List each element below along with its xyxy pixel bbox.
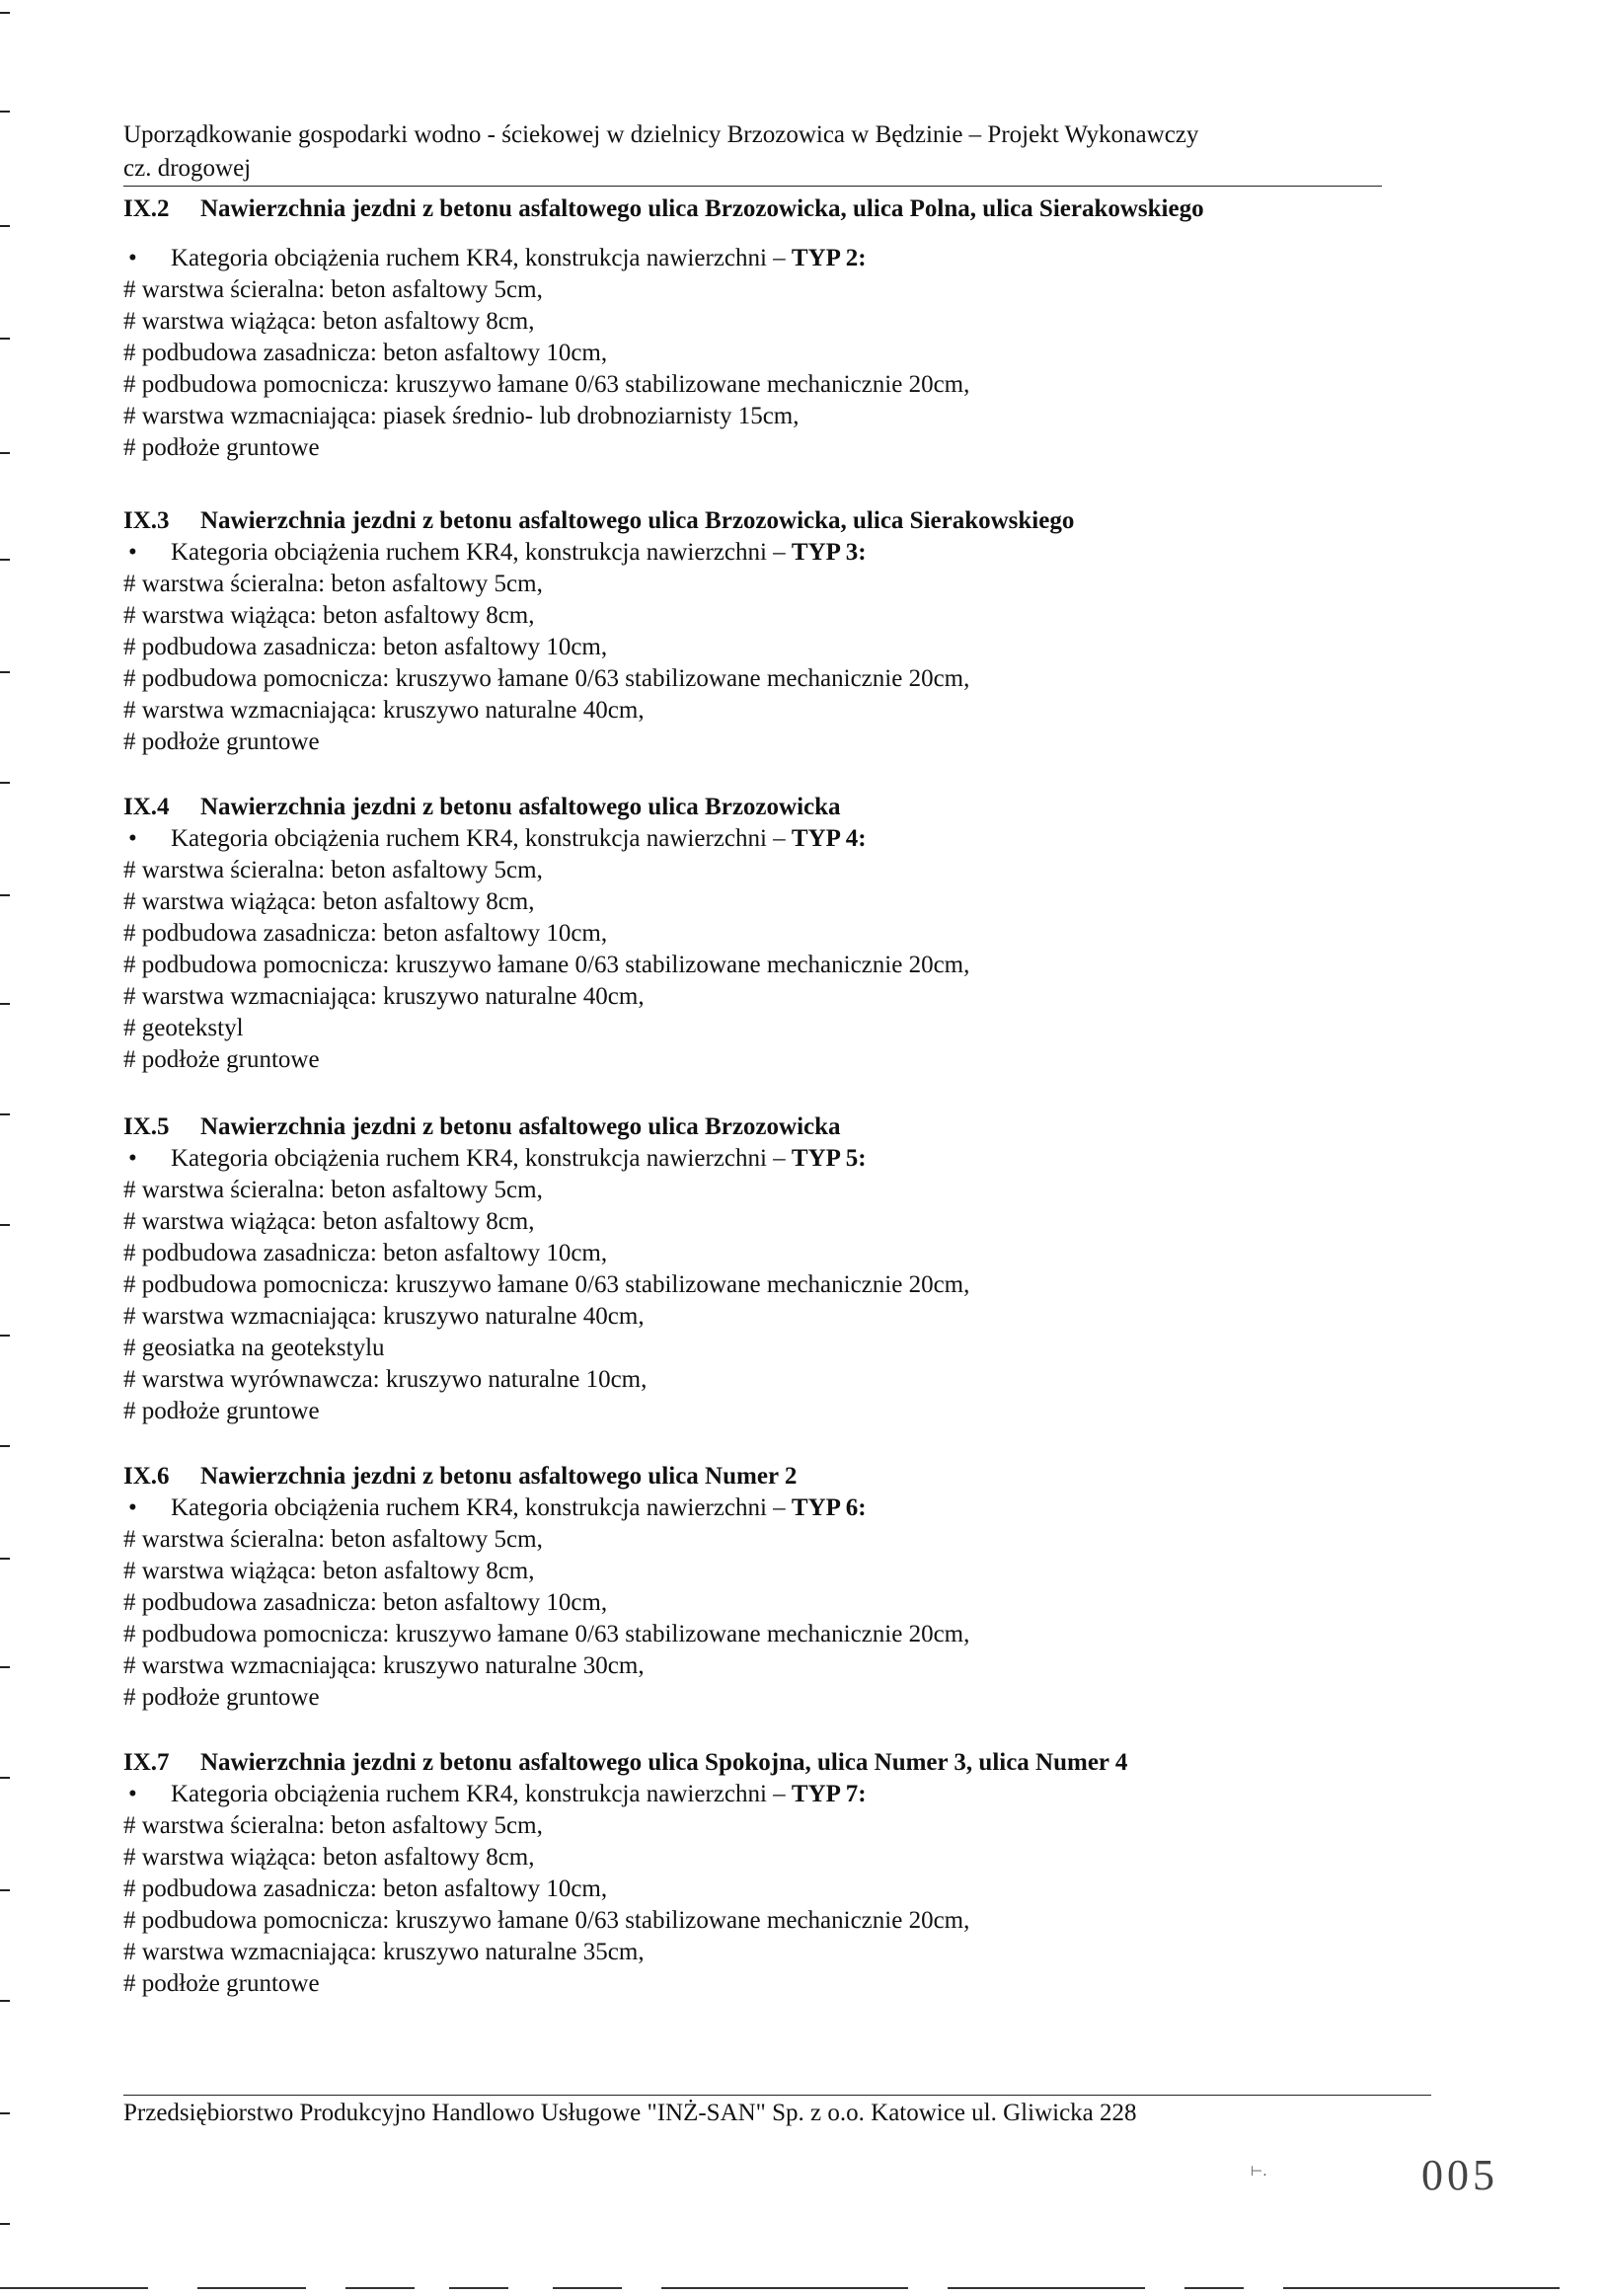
scan-edge-tick bbox=[0, 782, 10, 784]
layer-item: # podbudowa pomocnicza: kruszywo łamane 0/63 stabilizowane mechanicznie 20cm, bbox=[123, 371, 970, 398]
section-number: IX.2 bbox=[123, 195, 170, 222]
layer-item: # podłoże gruntowe bbox=[123, 434, 320, 461]
load-category-text: Kategoria obciążenia ruchem KR4, konstrukcja nawierzchni – bbox=[171, 539, 792, 566]
type-label: TYP 7 bbox=[791, 1781, 859, 1807]
load-category-line bbox=[123, 1143, 1505, 1175]
section-ix-6 bbox=[123, 1461, 1505, 1714]
document-header bbox=[123, 118, 1387, 186]
section-ix-3 bbox=[123, 505, 1505, 758]
scan-bottom-edge bbox=[553, 2287, 622, 2289]
layer-item: # warstwa wiążąca: beton asfaltowy 8cm, bbox=[123, 308, 535, 335]
scan-edge-tick bbox=[0, 1558, 10, 1560]
section-title: Nawierzchnia jezdni z betonu asfaltowego ulica Brzozowicka, ulica Sierakowskiego bbox=[200, 507, 1075, 534]
section-heading bbox=[123, 792, 1505, 823]
section-heading bbox=[123, 193, 1505, 225]
section-heading bbox=[123, 1111, 1505, 1143]
scan-edge-tick bbox=[0, 1666, 10, 1668]
header-divider bbox=[123, 186, 1382, 187]
scan-edge-tick bbox=[0, 894, 10, 896]
scan-edge-tick bbox=[0, 338, 10, 340]
layer-item: # warstwa ścieralna: beton asfaltowy 5cm, bbox=[123, 276, 543, 303]
layer-item: # podłoże gruntowe bbox=[123, 1970, 320, 1997]
layer-item: # podbudowa zasadnicza: beton asfaltowy 10cm, bbox=[123, 1875, 608, 1902]
scan-edge-tick bbox=[0, 111, 10, 113]
layer-item: # podłoże gruntowe bbox=[123, 1398, 320, 1424]
layer-item: # podbudowa pomocnicza: kruszywo łamane 0/63 stabilizowane mechanicznie 20cm, bbox=[123, 952, 970, 978]
type-suffix: : bbox=[858, 1145, 867, 1172]
scan-bottom-edge bbox=[449, 2287, 508, 2289]
scan-bottom-edge bbox=[1283, 2287, 1560, 2289]
scan-edge-tick bbox=[0, 12, 10, 14]
layer-item: # podbudowa pomocnicza: kruszywo łamane 0/63 stabilizowane mechanicznie 20cm, bbox=[123, 1271, 970, 1298]
bullet-icon: • bbox=[128, 539, 137, 566]
bullet-icon: • bbox=[128, 1145, 137, 1172]
scan-edge-tick bbox=[0, 2000, 10, 2002]
type-suffix: : bbox=[858, 539, 867, 566]
bullet-icon: • bbox=[128, 245, 137, 271]
load-category-line bbox=[123, 243, 1505, 274]
load-category-text: Kategoria obciążenia ruchem KR4, konstrukcja nawierzchni – bbox=[171, 1145, 792, 1172]
layer-item: # warstwa ścieralna: beton asfaltowy 5cm, bbox=[123, 857, 543, 883]
section-number: IX.7 bbox=[123, 1749, 170, 1776]
layer-item: # warstwa wyrównawcza: kruszywo naturalne 10cm, bbox=[123, 1366, 648, 1393]
layer-item: # geotekstyl bbox=[123, 1015, 244, 1041]
load-category-line bbox=[123, 537, 1505, 569]
layer-item: # warstwa ścieralna: beton asfaltowy 5cm, bbox=[123, 1812, 543, 1839]
layer-item: # podłoże gruntowe bbox=[123, 728, 320, 755]
scan-edge-tick bbox=[0, 1445, 10, 1447]
layer-item: # warstwa wiążąca: beton asfaltowy 8cm, bbox=[123, 888, 535, 915]
scan-edge-tick bbox=[0, 671, 10, 673]
layer-item: # warstwa wzmacniająca: kruszywo naturalne 40cm, bbox=[123, 697, 645, 724]
section-title: Nawierzchnia jezdni z betonu asfaltowego ulica Brzozowicka, ulica Polna, ulica Sierakowskiego bbox=[200, 195, 1204, 222]
layer-item: # podbudowa pomocnicza: kruszywo łamane 0/63 stabilizowane mechanicznie 20cm, bbox=[123, 1907, 970, 1934]
layer-item: # podbudowa zasadnicza: beton asfaltowy 10cm, bbox=[123, 1240, 608, 1266]
load-category-text: Kategoria obciążenia ruchem KR4, konstrukcja nawierzchni – bbox=[171, 1494, 792, 1521]
header-title-line-2: cz. drogowej bbox=[123, 155, 252, 182]
type-label: TYP 2 bbox=[791, 245, 859, 271]
scan-edge-tick bbox=[0, 1113, 10, 1115]
layer-item: # warstwa wzmacniająca: kruszywo naturalne 30cm, bbox=[123, 1652, 645, 1679]
scan-bottom-edge bbox=[0, 2287, 148, 2289]
section-title: Nawierzchnia jezdni z betonu asfaltowego ulica Numer 2 bbox=[200, 1463, 798, 1490]
type-suffix: : bbox=[858, 1781, 867, 1807]
section-ix-4 bbox=[123, 792, 1505, 1076]
footer-company: Przedsiębiorstwo Produkcyjno Handlowo Usługowe "INŻ-SAN" Sp. z o.o. Katowice ul. Gliwicka 228 bbox=[123, 2100, 1137, 2126]
scan-edge-tick bbox=[0, 1889, 10, 1891]
bullet-icon: • bbox=[128, 1781, 137, 1807]
section-title: Nawierzchnia jezdni z betonu asfaltowego ulica Brzozowicka bbox=[200, 794, 841, 820]
load-category-text: Kategoria obciążenia ruchem KR4, konstrukcja nawierzchni – bbox=[171, 825, 792, 852]
layer-item: # warstwa wzmacniająca: kruszywo naturalne 40cm, bbox=[123, 1303, 645, 1330]
layer-item: # warstwa wiążąca: beton asfaltowy 8cm, bbox=[123, 1558, 535, 1584]
section-title: Nawierzchnia jezdni z betonu asfaltowego ulica Spokojna, ulica Numer 3, ulica Numer 4 bbox=[200, 1749, 1128, 1776]
load-category-line bbox=[123, 1779, 1505, 1810]
scan-edge-tick bbox=[0, 2112, 10, 2114]
type-label: TYP 4 bbox=[791, 825, 859, 852]
layer-item: # podbudowa zasadnicza: beton asfaltowy 10cm, bbox=[123, 634, 608, 660]
layer-item: # warstwa ścieralna: beton asfaltowy 5cm, bbox=[123, 1526, 543, 1553]
scan-edge-tick bbox=[0, 225, 10, 227]
layer-item: # warstwa ścieralna: beton asfaltowy 5cm, bbox=[123, 1177, 543, 1203]
layer-item: # podłoże gruntowe bbox=[123, 1684, 320, 1711]
layer-item: # podbudowa zasadnicza: beton asfaltowy 10cm, bbox=[123, 1589, 608, 1616]
page-number: 005 bbox=[1421, 2151, 1498, 2199]
type-suffix: : bbox=[858, 245, 867, 271]
layer-item: # warstwa ścieralna: beton asfaltowy 5cm, bbox=[123, 571, 543, 597]
type-suffix: : bbox=[858, 1494, 867, 1521]
section-number: IX.5 bbox=[123, 1113, 170, 1140]
scan-edge-tick bbox=[0, 1335, 10, 1337]
layer-item: # warstwa wiążąca: beton asfaltowy 8cm, bbox=[123, 1844, 535, 1871]
section-ix-7 bbox=[123, 1747, 1505, 2000]
layer-item: # podłoże gruntowe bbox=[123, 1046, 320, 1073]
scan-edge-tick bbox=[0, 1777, 10, 1779]
bullet-icon: • bbox=[128, 1494, 137, 1521]
layer-item: # warstwa wiążąca: beton asfaltowy 8cm, bbox=[123, 1208, 535, 1235]
type-label: TYP 3 bbox=[791, 539, 859, 566]
load-category-line bbox=[123, 1492, 1505, 1524]
layer-item: # warstwa wiążąca: beton asfaltowy 8cm, bbox=[123, 602, 535, 629]
scan-bottom-edge bbox=[345, 2287, 415, 2289]
layer-item: # warstwa wzmacniająca: kruszywo naturalne 35cm, bbox=[123, 1939, 645, 1965]
layer-item: # podbudowa pomocnicza: kruszywo łamane 0/63 stabilizowane mechanicznie 20cm, bbox=[123, 665, 970, 692]
bullet-icon: • bbox=[128, 825, 137, 852]
scan-edge-tick bbox=[0, 2223, 10, 2225]
section-title: Nawierzchnia jezdni z betonu asfaltowego ulica Brzozowicka bbox=[200, 1113, 841, 1140]
section-number: IX.3 bbox=[123, 507, 170, 534]
layer-item: # geosiatka na geotekstylu bbox=[123, 1335, 385, 1361]
layer-item: # podbudowa zasadnicza: beton asfaltowy 10cm, bbox=[123, 340, 608, 366]
scan-edge-tick bbox=[0, 1224, 10, 1226]
layer-item: # podbudowa zasadnicza: beton asfaltowy 10cm, bbox=[123, 920, 608, 947]
scan-edge-tick bbox=[0, 559, 10, 561]
scan-edge-tick bbox=[0, 1003, 10, 1005]
section-ix-5 bbox=[123, 1111, 1505, 1427]
layer-item: # warstwa wzmacniająca: kruszywo naturalne 40cm, bbox=[123, 983, 645, 1010]
scan-artifact-mark: ⊢. bbox=[1251, 2164, 1267, 2180]
scan-bottom-edge bbox=[197, 2287, 306, 2289]
section-ix-2 bbox=[123, 193, 1505, 464]
scan-edge-tick bbox=[0, 452, 10, 454]
load-category-line bbox=[123, 823, 1505, 855]
header-title-line-1: Uporządkowanie gospodarki wodno - ściekowej w dzielnicy Brzozowica w Będzinie – Projekt Wykonawczy bbox=[123, 121, 1199, 148]
load-category-text: Kategoria obciążenia ruchem KR4, konstrukcja nawierzchni – bbox=[171, 245, 792, 271]
section-heading bbox=[123, 505, 1505, 537]
layer-item: # warstwa wzmacniająca: piasek średnio- lub drobnoziarnisty 15cm, bbox=[123, 403, 800, 429]
section-heading bbox=[123, 1461, 1505, 1492]
section-number: IX.6 bbox=[123, 1463, 170, 1490]
scan-bottom-edge bbox=[661, 2287, 908, 2289]
load-category-text: Kategoria obciążenia ruchem KR4, konstrukcja nawierzchni – bbox=[171, 1781, 792, 1807]
type-suffix: : bbox=[858, 825, 867, 852]
type-label: TYP 6 bbox=[791, 1494, 859, 1521]
footer-divider bbox=[123, 2095, 1431, 2096]
section-number: IX.4 bbox=[123, 794, 170, 820]
type-label: TYP 5 bbox=[791, 1145, 859, 1172]
section-heading bbox=[123, 1747, 1505, 1779]
scan-bottom-edge bbox=[1184, 2287, 1244, 2289]
scan-bottom-edge bbox=[948, 2287, 1145, 2289]
layer-item: # podbudowa pomocnicza: kruszywo łamane 0/63 stabilizowane mechanicznie 20cm, bbox=[123, 1621, 970, 1647]
